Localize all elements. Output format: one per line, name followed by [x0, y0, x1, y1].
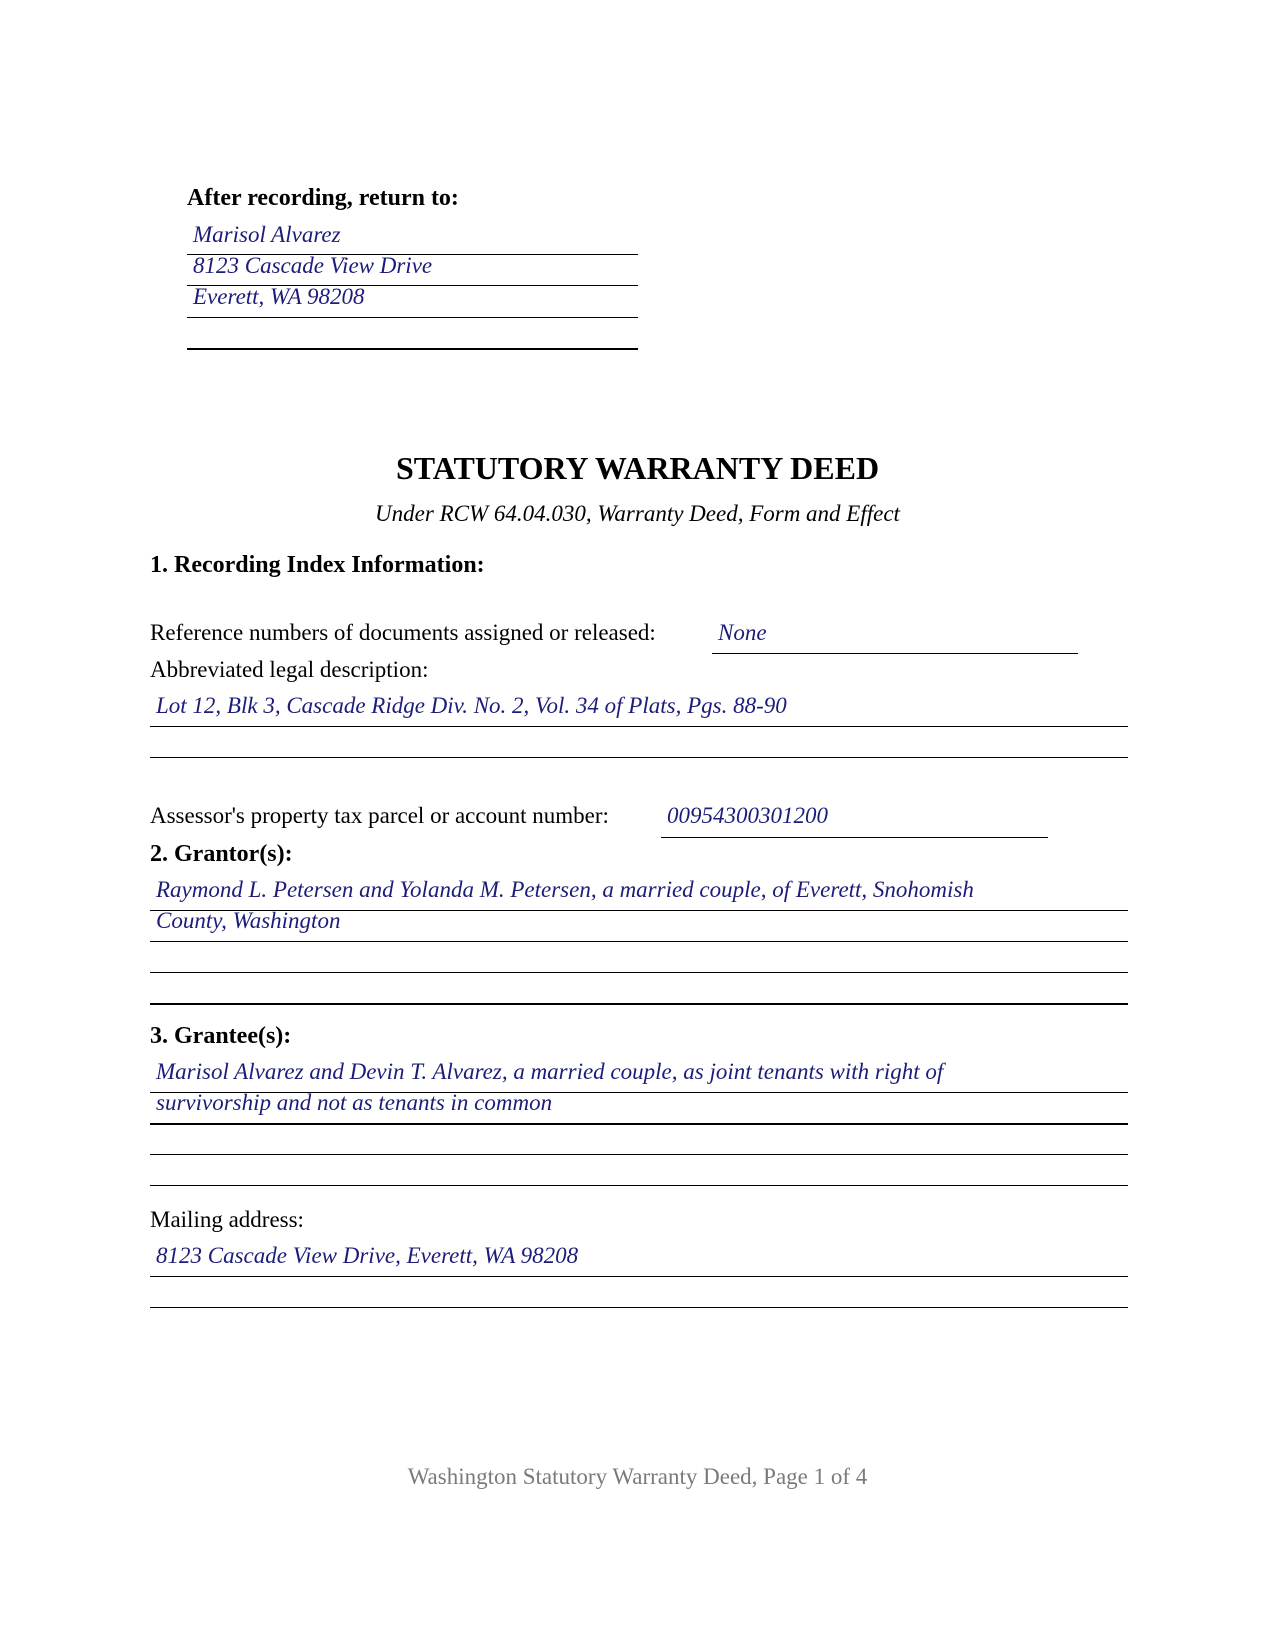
- mailing-rule-1: [150, 1276, 1128, 1277]
- grantor-line-1[interactable]: Raymond L. Petersen and Yolanda M. Petersen, a married couple, of Everett, Snohomish: [156, 877, 974, 902]
- document-title: STATUTORY WARRANTY DEED: [395, 450, 880, 486]
- section2-heading: 2. Grantor(s):: [150, 841, 293, 867]
- grantee-rule-4: [150, 1185, 1128, 1186]
- return-to-street[interactable]: 8123 Cascade View Drive: [193, 253, 433, 278]
- grantor-line-2[interactable]: County, Washington: [156, 908, 341, 933]
- document-subtitle: Under RCW 64.04.030, Warranty Deed, Form and Effect: [375, 501, 900, 526]
- legal-line-2: [150, 757, 1128, 758]
- parcel-line: [661, 837, 1048, 838]
- page-footer: Washington Statutory Warranty Deed, Page 1 of 4: [407, 1464, 868, 1489]
- grantor-rule-3: [150, 972, 1128, 973]
- mailing-address-label: Mailing address:: [150, 1207, 304, 1232]
- parcel-label: Assessor's property tax parcel or account number:: [150, 803, 609, 828]
- return-to-heading: After recording, return to:: [187, 185, 459, 211]
- return-to-line-3: [187, 317, 638, 318]
- grantor-rule-4: [150, 1003, 1128, 1005]
- reference-label: Reference numbers of documents assigned or released:: [150, 620, 656, 645]
- return-to-name[interactable]: Marisol Alvarez: [193, 222, 341, 247]
- grantee-line-2[interactable]: survivorship and not as tenants in common: [156, 1090, 553, 1115]
- section1-heading: 1. Recording Index Information:: [150, 552, 485, 578]
- legal-description-label: Abbreviated legal description:: [150, 657, 429, 682]
- section3-heading: 3. Grantee(s):: [150, 1023, 292, 1049]
- return-to-line-4: [187, 348, 638, 350]
- return-to-city[interactable]: Everett, WA 98208: [193, 284, 365, 309]
- legal-description-value[interactable]: Lot 12, Blk 3, Cascade Ridge Div. No. 2, Vol. 34 of Plats, Pgs. 88-90: [156, 693, 787, 718]
- parcel-value[interactable]: 00954300301200: [667, 803, 828, 828]
- grantee-rule-3: [150, 1154, 1128, 1155]
- mailing-rule-2: [150, 1307, 1128, 1308]
- grantee-rule-2: [150, 1123, 1128, 1125]
- reference-value[interactable]: None: [718, 620, 767, 645]
- mailing-address-value[interactable]: 8123 Cascade View Drive, Everett, WA 98208: [156, 1243, 579, 1268]
- grantor-rule-2: [150, 941, 1128, 942]
- reference-line: [712, 653, 1078, 654]
- legal-line-1: [150, 726, 1128, 727]
- grantee-line-1[interactable]: Marisol Alvarez and Devin T. Alvarez, a married couple, as joint tenants with right of: [156, 1059, 944, 1084]
